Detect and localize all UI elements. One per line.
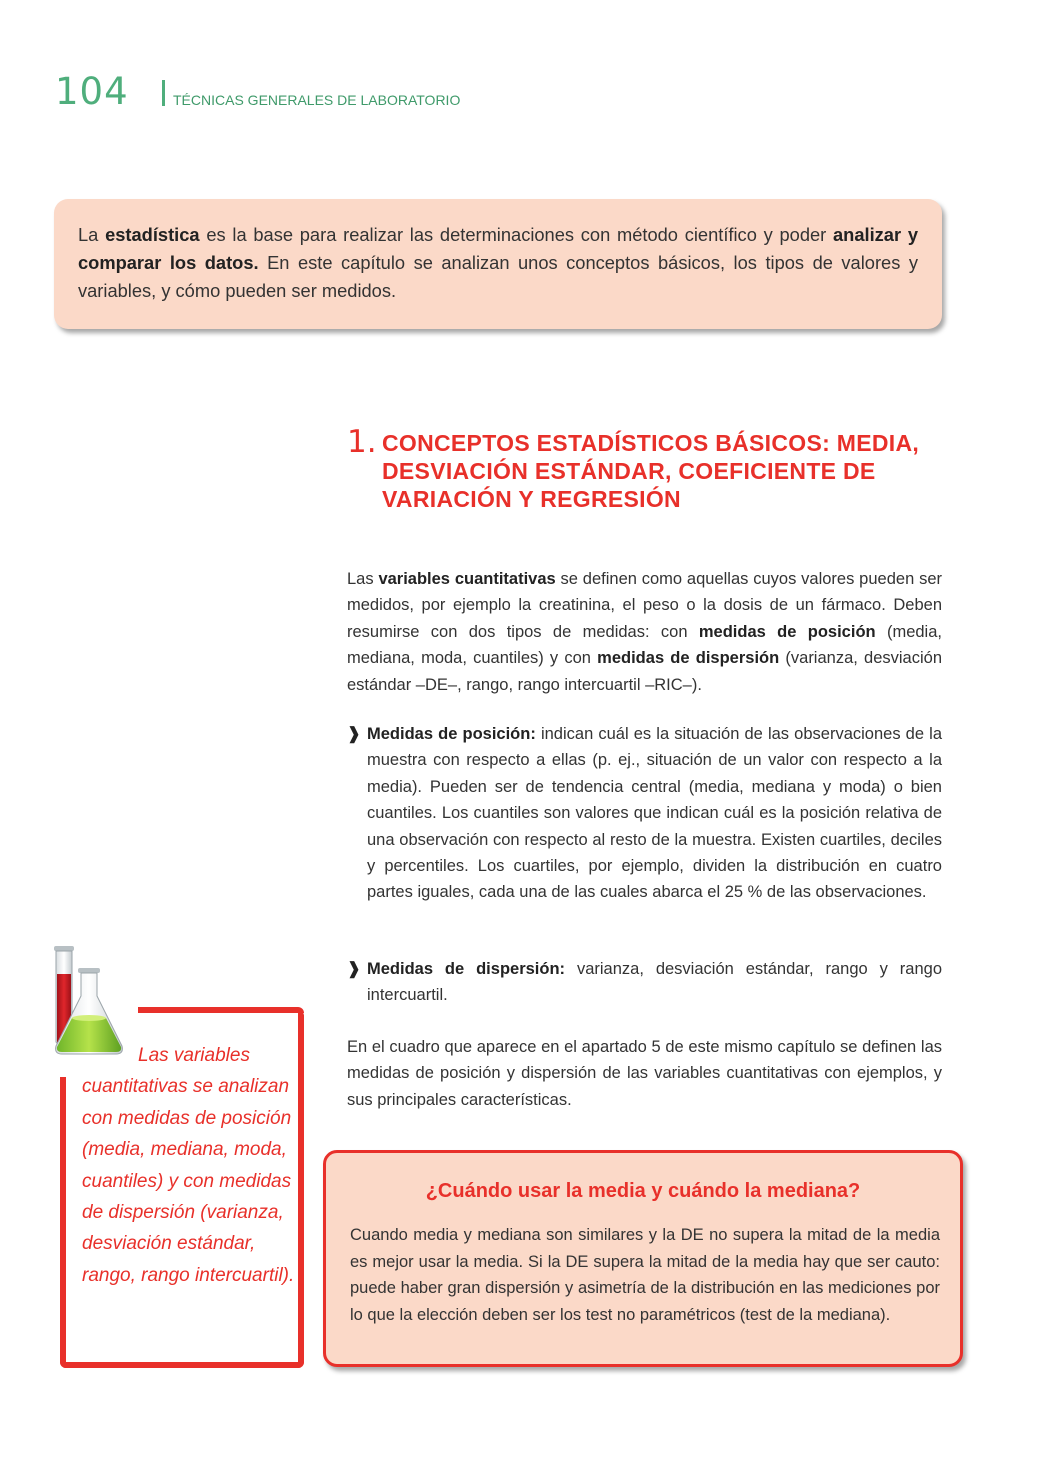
- text-run: (media, mediana, moda, cuantiles) y con: [347, 622, 942, 668]
- bullet-arrow-icon: ❱: [347, 960, 361, 978]
- bold-term: medidas de dispersión: [597, 649, 780, 668]
- bold-term: medidas de posición: [698, 622, 876, 641]
- sidebar-frame-top: [138, 1007, 304, 1013]
- paragraph-reference: En el cuadro que aparece en el apartado 5 de este mismo capítulo se definen las medidas de posición y dispersión de las variables cuantitativas con ejemplos, y sus principales características.: [347, 1038, 942, 1109]
- bullet-label: Medidas de posición:: [367, 725, 536, 743]
- bullet-label: Medidas de dispersión:: [367, 960, 566, 978]
- info-box: [323, 1150, 963, 1367]
- bold-term: variables cuantitativas: [378, 570, 556, 588]
- intro-text-run: La: [78, 224, 106, 245]
- intro-bold-term: estadística: [105, 224, 200, 245]
- bullet-list-item: [347, 956, 942, 1009]
- intro-text-run: es la base para realizar las determinaciones con método científico y poder: [199, 224, 833, 245]
- bullet-text: varianza, desviación estándar, rango y rango intercuartil.: [367, 960, 942, 1005]
- sidebar-rest-text: cuantitativas se analizan con medidas de posición (media, mediana, moda, cuantiles) y con medidas de dispersión (varianza, desviación estándar, rango, rango intercuartil).: [82, 1076, 295, 1286]
- page-number: 104: [55, 70, 129, 113]
- intro-box: [54, 199, 942, 329]
- section-title: CONCEPTOS ESTADÍSTICOS BÁSICOS: MEDIA, DESVIACIÓN ESTÁNDAR, COEFICIENTE DE VARIACIÓN Y REGRESIÓN: [382, 430, 920, 512]
- text-run: se definen como aquellas cuyos valores pueden ser medidos, por ejemplo la creatinina, el peso o la dosis de un fármaco. Deben resumirse con dos tipos de medidas: con: [347, 570, 942, 641]
- header-divider: [162, 80, 165, 106]
- section-number: 1.: [347, 424, 377, 460]
- intro-text-run: En este capítulo se analizan unos conceptos básicos, los tipos de valores y variables, y cómo pueden ser medidos.: [78, 252, 918, 301]
- info-box-title: ¿Cuándo usar la media y cuándo la mediana?: [425, 1180, 861, 1202]
- chapter-title: TÉCNICAS GENERALES DE LABORATORIO: [173, 92, 461, 108]
- intro-text: [78, 221, 918, 305]
- sidebar-frame-right: [298, 1010, 304, 1368]
- bullet-text: indican cuál es la situación de las observaciones de la muestra con respecto a ellas (p. ej., situación de un valor con respecto a la media). Pueden ser de tendencia central (media, mediana y moda) o bien cuantiles. Los cuantiles son valores que indican cuál es la posición relativa de una observación con respecto al resto de la muestra. Existen cuartiles, deciles y percentiles. Los cuartiles, por ejemplo, dividen la distribución en cuatro partes iguales, cada una de las cuales abarca el 25 % de las observaciones.: [367, 725, 942, 902]
- info-box-text: Cuando media y mediana son similares y la DE no supera la mitad de la media es mejor usar la media. Si la DE supera la mitad de la media hay que ser cauto: puede haber gran dispersión y asimetría de la distribución en las mediciones por lo que la elección deben ser los test no paramétricos (test de la mediana).: [350, 1226, 940, 1324]
- sidebar-callout-text: [82, 1040, 297, 1291]
- sidebar-frame-bottom: [60, 1362, 304, 1368]
- bullet-arrow-icon: ❱: [347, 725, 361, 743]
- text-run: (varianza, desviación estándar –DE–, rango, rango intercuartil –RIC–).: [347, 649, 942, 694]
- sidebar-first-line: Las variables: [138, 1045, 250, 1066]
- paragraph-variables: [347, 566, 942, 698]
- text-run: Las: [347, 570, 379, 588]
- sidebar-frame-left: [60, 1077, 66, 1368]
- intro-bold-term: analizar y comparar los datos.: [78, 224, 918, 273]
- bullet-list-item: [347, 721, 942, 906]
